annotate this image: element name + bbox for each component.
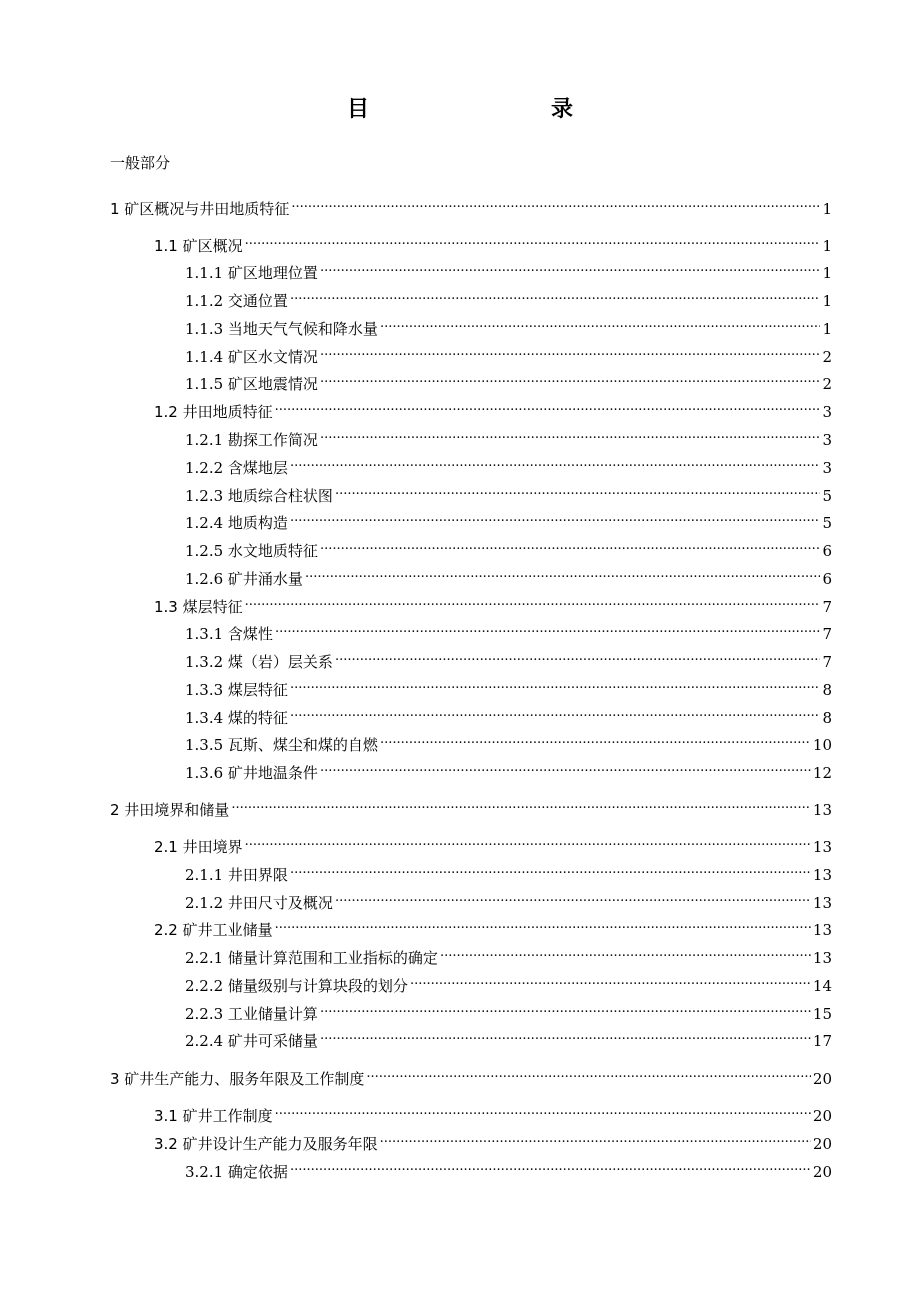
toc-leader-dots [440, 941, 811, 963]
toc-leader-dots [275, 913, 811, 935]
toc-entry-page: 10 [812, 736, 832, 754]
toc-entry-subsection[interactable] [185, 479, 832, 505]
toc-entry-label: 2 井田境界和储量 [110, 801, 230, 819]
toc-entry-chapter-1[interactable] [110, 192, 832, 218]
toc-leader-dots [320, 367, 821, 389]
toc-entry-subsection[interactable] [185, 701, 832, 727]
toc-entry-section[interactable] [154, 1099, 832, 1125]
toc-entry-page: 13 [812, 949, 832, 967]
toc-leader-dots [410, 969, 811, 991]
toc-entry-label: 1.1.4 矿区水文情况 [185, 348, 318, 366]
toc-entry-subsection[interactable] [185, 997, 832, 1023]
toc-leader-dots [380, 1127, 811, 1149]
toc-entry-page: 5 [822, 487, 832, 505]
toc-leader-dots [335, 645, 821, 667]
toc-leader-dots [291, 192, 820, 214]
toc-entry-subsection[interactable] [185, 969, 832, 995]
toc-entry-subsection[interactable] [185, 312, 832, 338]
toc-entry-label: 3 矿井生产能力、服务年限及工作制度 [110, 1070, 365, 1088]
toc-entry-section[interactable] [154, 395, 832, 421]
toc-entry-label: 1.3.3 煤层特征 [185, 681, 288, 699]
toc-entry-subsection[interactable] [185, 340, 832, 366]
toc-entry-subsection[interactable] [185, 367, 832, 393]
toc-entry-label: 2.2.1 储量计算范围和工业指标的确定 [185, 949, 438, 967]
toc-entry-page: 15 [812, 1005, 832, 1023]
toc-leader-dots [290, 506, 821, 528]
toc-entry-subsection[interactable] [185, 284, 832, 310]
toc-entry-page: 2 [822, 348, 832, 366]
toc-entry-page: 13 [812, 894, 832, 912]
toc-entry-page: 13 [812, 921, 832, 939]
toc-entry-subsection[interactable] [185, 506, 832, 532]
toc-entry-label: 1.1 矿区概况 [154, 237, 243, 255]
toc-entry-page: 8 [822, 681, 832, 699]
toc-entry-label: 1.2.4 地质构造 [185, 514, 288, 532]
toc-entry-page: 6 [822, 542, 832, 560]
toc-entry-section[interactable] [154, 590, 832, 616]
toc-entry-chapter-2[interactable] [110, 793, 832, 819]
toc-entry-page: 7 [822, 598, 832, 616]
toc-entry-label: 1.3 煤层特征 [154, 598, 243, 616]
toc-leader-dots [231, 793, 811, 815]
toc-entry-subsection[interactable] [185, 886, 832, 912]
toc-leader-dots [275, 1099, 811, 1121]
toc-leader-dots [305, 562, 821, 584]
toc-entry-label: 1.2.5 水文地质特征 [185, 542, 318, 560]
toc-entry-label: 1.3.4 煤的特征 [185, 709, 288, 727]
toc-entry-label: 2.2.2 储量级别与计算块段的划分 [185, 977, 408, 995]
toc-entry-page: 12 [812, 764, 832, 782]
toc-entry-page: 13 [812, 866, 832, 884]
toc-entry-page: 14 [812, 977, 832, 995]
toc-entry-label: 1.2.3 地质综合柱状图 [185, 487, 333, 505]
toc-leader-dots [275, 395, 821, 417]
toc-part-label: 一般部分 [110, 154, 171, 172]
toc-leader-dots [366, 1062, 811, 1084]
toc-leader-dots [245, 229, 821, 251]
toc-entry-chapter-3[interactable] [110, 1062, 832, 1088]
toc-entry-subsection[interactable] [185, 728, 832, 754]
toc-part-heading [110, 152, 832, 174]
toc-entry-label: 1.1.2 交通位置 [185, 292, 288, 310]
toc-entry-label: 3.2.1 确定依据 [185, 1163, 288, 1181]
toc-entry-section[interactable] [154, 830, 832, 856]
toc-entry-page: 2 [822, 375, 832, 393]
toc-leader-dots [290, 673, 821, 695]
toc-leader-dots [320, 534, 821, 556]
toc-entry-page: 3 [822, 403, 832, 421]
toc-entry-subsection[interactable] [185, 858, 832, 884]
toc-entry-page: 7 [822, 625, 832, 643]
toc-leader-dots [380, 312, 821, 334]
toc-entry-label: 1.2.2 含煤地层 [185, 459, 288, 477]
toc-leader-dots [245, 590, 821, 612]
toc-entry-page: 17 [812, 1032, 832, 1050]
toc-entry-subsection[interactable] [185, 617, 832, 643]
toc-entry-subsection[interactable] [185, 941, 832, 967]
toc-entry-subsection[interactable] [185, 562, 832, 588]
toc-leader-dots [290, 451, 821, 473]
toc-entry-subsection[interactable] [185, 534, 832, 560]
toc-entry-label: 2.1.2 井田尺寸及概况 [185, 894, 333, 912]
toc-leader-dots [320, 423, 821, 445]
toc-entry-subsection[interactable] [185, 256, 832, 282]
toc-entry-label: 2.1 井田境界 [154, 838, 243, 856]
toc-entry-subsection[interactable] [185, 645, 832, 671]
toc-entry-label: 1.3.1 含煤性 [185, 625, 273, 643]
toc-entry-page: 8 [822, 709, 832, 727]
toc-leader-dots [320, 997, 811, 1019]
toc-entry-subsection[interactable] [185, 756, 832, 782]
toc-leader-dots [335, 886, 811, 908]
toc-entry-page: 20 [812, 1135, 832, 1153]
toc-entry-page: 20 [812, 1070, 832, 1088]
toc-entry-page: 1 [822, 264, 832, 282]
toc-entry-label: 1.1.1 矿区地理位置 [185, 264, 318, 282]
toc-entry-page: 1 [822, 237, 832, 255]
toc-entry-page: 13 [812, 838, 832, 856]
toc-entry-section[interactable] [154, 229, 832, 255]
toc-leader-dots [290, 858, 811, 880]
toc-entry-subsection[interactable] [185, 673, 832, 699]
toc-entry-section[interactable] [154, 1127, 832, 1153]
toc-entry-label: 1.1.3 当地天气气候和降水量 [185, 320, 378, 338]
toc-entry-section[interactable] [154, 913, 832, 939]
toc-entry-label: 1 矿区概况与井田地质特征 [110, 200, 290, 218]
toc-entry-page: 7 [822, 653, 832, 671]
toc-entry-label: 1.1.5 矿区地震情况 [185, 375, 318, 393]
toc-leader-dots [320, 256, 821, 278]
toc-entry-label: 1.3.2 煤（岩）层关系 [185, 653, 333, 671]
toc-entry-subsection[interactable] [185, 423, 832, 449]
toc-entry-page: 5 [822, 514, 832, 532]
toc-entry-page: 1 [822, 200, 832, 218]
toc-entry-subsection[interactable] [185, 1155, 832, 1181]
toc-leader-dots [320, 756, 811, 778]
toc-entry-page: 3 [822, 431, 832, 449]
toc-entry-label: 1.2 井田地质特征 [154, 403, 273, 421]
toc-leader-dots [290, 701, 821, 723]
toc-entry-label: 2.1.1 井田界限 [185, 866, 288, 884]
toc-leader-dots [245, 830, 811, 852]
toc-leader-dots [275, 617, 821, 639]
toc-entry-page: 6 [822, 570, 832, 588]
toc-leader-dots [320, 1024, 811, 1046]
toc-leader-dots [290, 284, 821, 306]
toc-entry-label: 1.3.5 瓦斯、煤尘和煤的自燃 [185, 736, 378, 754]
toc-entry-label: 1.2.6 矿井涌水量 [185, 570, 303, 588]
toc-entry-subsection[interactable] [185, 1024, 832, 1050]
toc-leader-dots [380, 728, 811, 750]
toc-entry-page: 1 [822, 320, 832, 338]
toc-entry-label: 3.1 矿井工作制度 [154, 1107, 273, 1125]
page-title: 目 录 [346, 97, 619, 122]
toc-entry-page: 20 [812, 1163, 832, 1181]
toc-leader-dots [335, 479, 821, 501]
toc-leader-dots [290, 1155, 811, 1177]
toc-entry-label: 2.2.4 矿井可采储量 [185, 1032, 318, 1050]
toc-entry-page: 1 [822, 292, 832, 310]
toc-entry-label: 3.2 矿井设计生产能力及服务年限 [154, 1135, 378, 1153]
toc-entry-label: 2.2.3 工业储量计算 [185, 1005, 318, 1023]
toc-entry-label: 1.3.6 矿井地温条件 [185, 764, 318, 782]
toc-entry-subsection[interactable] [185, 451, 832, 477]
toc-entry-label: 1.2.1 勘探工作简况 [185, 431, 318, 449]
toc-entry-page: 20 [812, 1107, 832, 1125]
toc-leader-dots [320, 340, 821, 362]
toc-entry-page: 3 [822, 459, 832, 477]
toc-entry-label: 2.2 矿井工业储量 [154, 921, 273, 939]
toc-entry-page: 13 [812, 801, 832, 819]
